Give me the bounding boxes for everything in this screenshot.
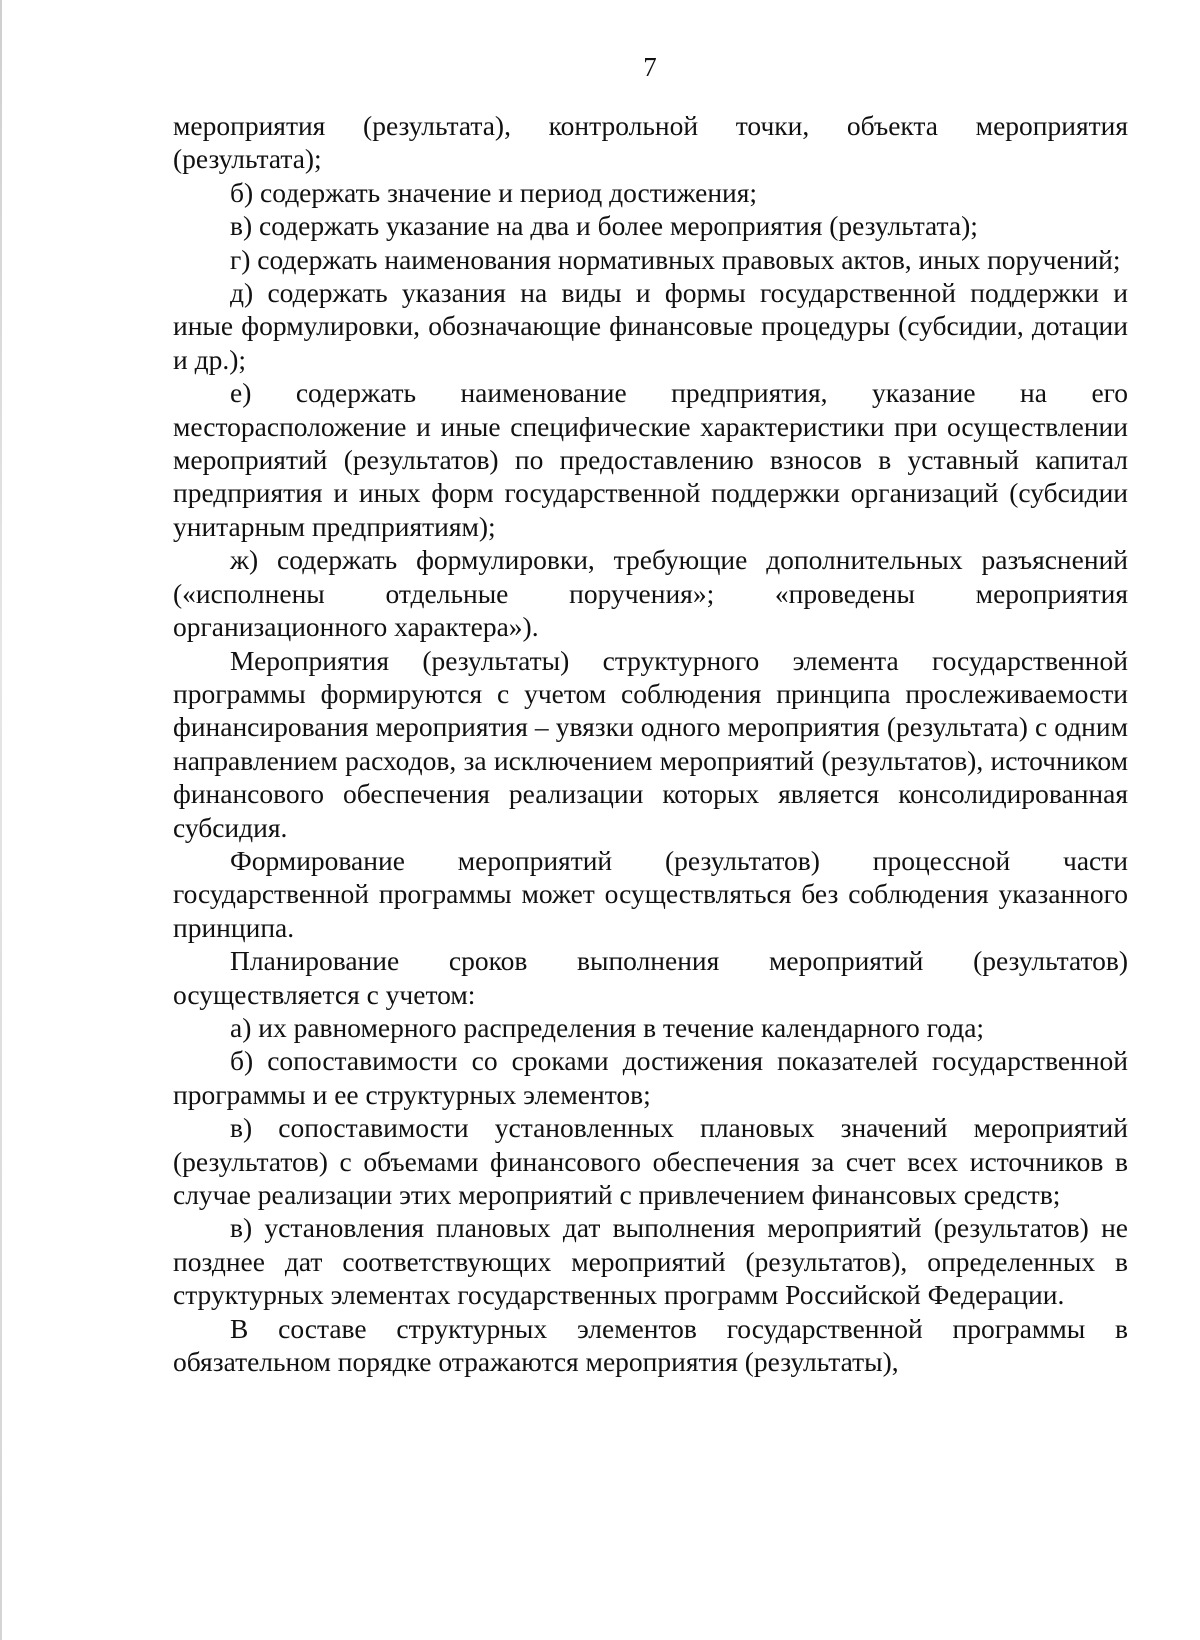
paragraph: мероприятия (результата), контрольной точки, объекта мероприятия (результата); — [173, 110, 1128, 175]
paragraph: Мероприятия (результаты) структурного элемента государственной программы формируются с учетом соблюдения принципа прослеживаемости финансирования мероприятия – увязки одного мероприятия (результата) с одним направлением расходов, за исключением мероприятий (результатов), источником финансового обеспечения реализации которых является консолидированная субсидия. — [173, 644, 1128, 843]
paragraph: Формирование мероприятий (результатов) процессной части государственной программы может осуществляться без соблюдения указанного принципа. — [173, 844, 1128, 943]
list-item: а) их равномерного распределения в течение календарного года; — [230, 1011, 985, 1043]
paragraph: В составе структурных элементов государственной программы в обязательном порядке отражаются мероприятия (результаты), — [173, 1312, 1128, 1378]
page-number: 7 — [643, 52, 657, 82]
document-body — [173, 109, 1128, 1378]
paragraph: Планирование сроков выполнения мероприятий (результатов) осуществляется с учетом: — [173, 945, 1128, 1010]
list-item: в) содержать указание на два и более мероприятия (результата); — [230, 210, 978, 242]
scan-left-edge — [0, 0, 2, 1640]
list-item: г) содержать наименования нормативных правовых актов, иных поручений; — [230, 243, 1121, 275]
list-item: в) сопоставимости установленных плановых значений мероприятий (результатов) с объемами финансового обеспечения за счет всех источников в случае реализации этих мероприятий с привлечением финансовых средств; — [173, 1112, 1128, 1210]
list-item: б) сопоставимости со сроками достижения показателей государственной программы и ее структурных элементов; — [173, 1045, 1128, 1110]
list-item: д) содержать указания на виды и формы государственной поддержки и иные формулировки, обозначающие финансовые процедуры (субсидии, дотации и др.); — [173, 277, 1128, 375]
list-item: е) содержать наименование предприятия, указание на его месторасположение и иные специфические характеристики при осуществлении мероприятий (результатов) по предоставлению взносов в уставный капитал предприятия и иных форм государственной поддержки организаций (субсидии унитарным предприятиям); — [173, 377, 1128, 542]
list-item: б) содержать значение и период достижения; — [230, 176, 758, 208]
list-item: в) установления плановых дат выполнения мероприятий (результатов) не позднее дат соответствующих мероприятий (результатов), определенных в структурных элементах государственных программ Российской Федерации. — [173, 1212, 1128, 1311]
list-item: ж) содержать формулировки, требующие дополнительных разъяснений («исполнены отдельные поручения»; «проведены мероприятия организационного характера»). — [173, 544, 1128, 643]
